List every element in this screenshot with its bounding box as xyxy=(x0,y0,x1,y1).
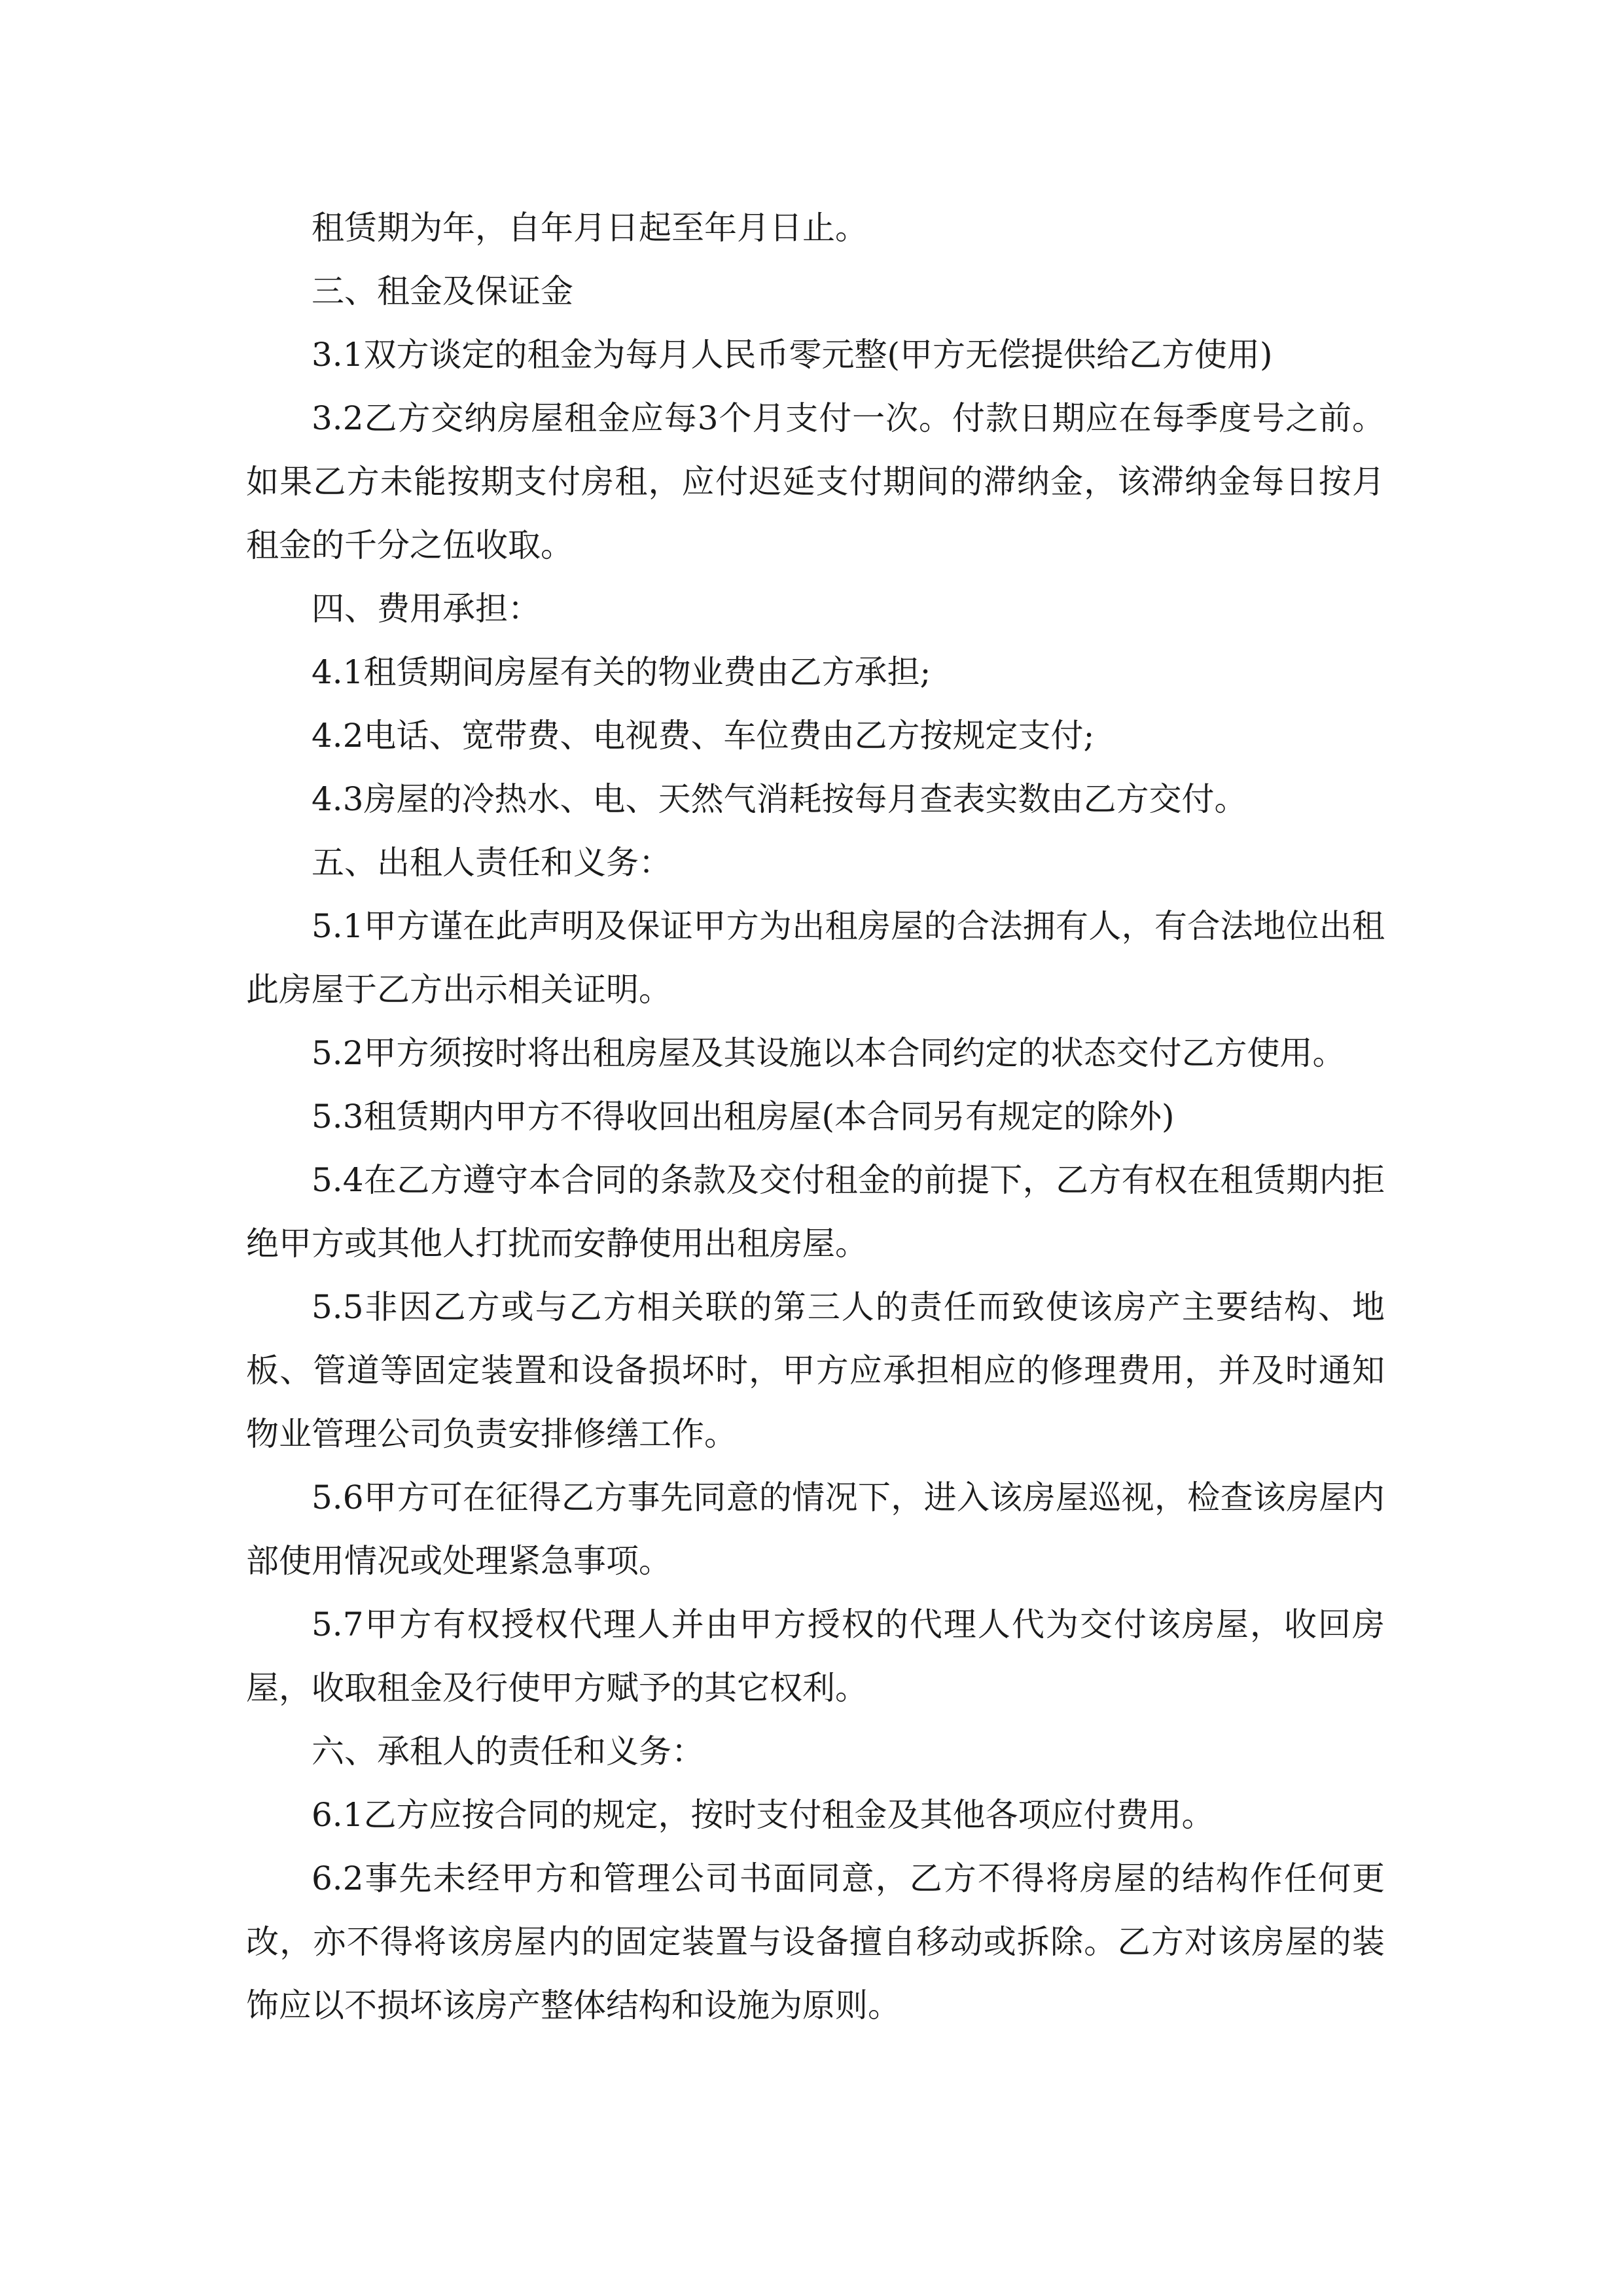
clause-3-2: 3.2乙方交纳房屋租金应每3个月支付一次。付款日期应在每季度号之前。如果乙方未能按期支付房租，应付迟延支付期间的滞纳金，该滞纳金每日按月租金的千分之伍收取。 xyxy=(246,399,1385,564)
clause-5-4: 5.4在乙方遵守本合同的条款及交付租金的前提下，乙方有权在租赁期内拒绝甲方或其他人打扰而安静使用出租房屋。 xyxy=(246,1161,1385,1263)
clause-4-2: 4.2电话、宽带费、电视费、车位费由乙方按规定支付; xyxy=(312,717,1095,755)
clause-5-5: 5.5非因乙方或与乙方相关联的第三人的责任而致使该房产主要结构、地板、管道等固定装置和设备损坏时，甲方应承担相应的修理费用，并及时通知物业管理公司负责安排修缮工作。 xyxy=(246,1288,1385,1453)
clause-6-1: 6.1乙方应按合同的规定，按时支付租金及其他各项应付费用。 xyxy=(312,1796,1215,1834)
clause-3-1: 3.1双方谈定的租金为每月人民币零元整(甲方无偿提供给乙方使用) xyxy=(312,336,1273,374)
heading-rent-deposit: 三、租金及保证金 xyxy=(312,272,573,310)
clause-4-3: 4.3房屋的冷热水、电、天然气消耗按每月查表实数由乙方交付。 xyxy=(312,780,1247,818)
clause-5-3: 5.3租赁期内甲方不得收回出租房屋(本合同另有规定的除外) xyxy=(312,1098,1175,1136)
clause-5-1: 5.1甲方谨在此声明及保证甲方为出租房屋的合法拥有人，有合法地位出租此房屋于乙方出示相关证明。 xyxy=(246,907,1385,1009)
heading-lessor-duties: 五、出租人责任和义务： xyxy=(312,844,671,882)
clause-4-1: 4.1租赁期间房屋有关的物业费由乙方承担; xyxy=(312,653,931,691)
document-body xyxy=(246,196,1385,2037)
clause-5-2: 5.2甲方须按时将出租房屋及其设施以本合同约定的状态交付乙方使用。 xyxy=(312,1034,1346,1072)
clause-5-7: 5.7甲方有权授权代理人并由甲方授权的代理人代为交付该房屋，收回房屋，收取租金及行使甲方赋予的其它权利。 xyxy=(246,1605,1385,1707)
clause-6-2: 6.2事先未经甲方和管理公司书面同意，乙方不得将房屋的结构作任何更改，亦不得将该房屋内的固定装置与设备擅自移动或拆除。乙方对该房屋的装饰应以不损坏该房产整体结构和设施为原则。 xyxy=(246,1859,1385,2024)
heading-fees: 四、费用承担： xyxy=(312,590,541,628)
paragraph-lease-term: 租赁期为年，自年月日起至年月日止。 xyxy=(312,209,868,247)
heading-lessee-duties: 六、承租人的责任和义务： xyxy=(312,1732,704,1770)
clause-5-6: 5.6甲方可在征得乙方事先同意的情况下，进入该房屋巡视，检查该房屋内部使用情况或处理紧急事项。 xyxy=(246,1479,1385,1580)
